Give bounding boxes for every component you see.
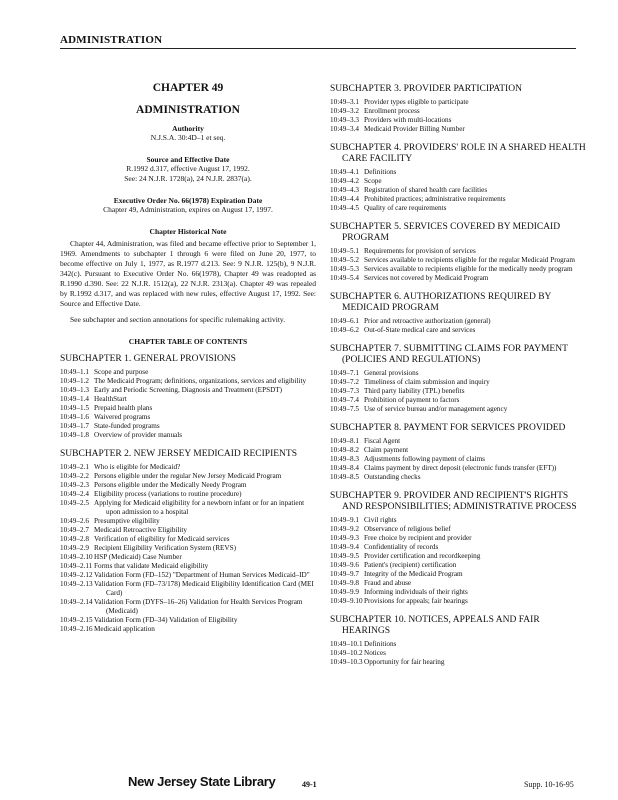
section-title: Free choice by recipient and provider xyxy=(364,534,472,542)
section-number: 10:49–2.12 xyxy=(60,571,93,579)
section-number: 10:49–3.1 xyxy=(330,98,359,106)
section-entry[interactable] xyxy=(330,186,586,195)
section-title: Fiscal Agent xyxy=(364,437,401,445)
section-entry[interactable] xyxy=(330,247,586,256)
section-entry[interactable] xyxy=(330,378,586,387)
section-number: 10:49–2.8 xyxy=(60,535,89,543)
chapter-name: ADMINISTRATION xyxy=(136,104,240,116)
subchapter-heading: SUBCHAPTER 10. NOTICES, APPEALS AND FAIR HEARINGS xyxy=(330,615,540,636)
section-title: Out-of-State medical care and services xyxy=(364,326,476,334)
section-number: 10:49–2.5 xyxy=(60,499,89,507)
section-number: 10:49–8.5 xyxy=(330,473,359,481)
chapter-number: CHAPTER 49 xyxy=(152,82,224,94)
section-title: Definitions xyxy=(364,640,397,648)
section-title: Provider certification and recordkeeping xyxy=(364,552,481,560)
section-entry[interactable] xyxy=(60,553,316,562)
section-number: 10:49–2.16 xyxy=(60,625,93,633)
section-entry[interactable] xyxy=(330,274,586,283)
section-entry[interactable] xyxy=(330,265,586,274)
section-title: Overview of provider manuals xyxy=(94,431,183,439)
section-list xyxy=(330,168,586,213)
section-entry[interactable] xyxy=(330,256,586,265)
section-title: Observance of religious belief xyxy=(364,525,451,533)
subchapter-heading: SUBCHAPTER 7. SUBMITTING CLAIMS FOR PAYMENT (POLICIES AND REGULATIONS) xyxy=(330,344,568,365)
section-title: Informing individuals of their rights xyxy=(364,588,468,596)
section-title: Verification of eligibility for Medicaid services xyxy=(94,535,230,543)
section-number: 10:49–4.5 xyxy=(330,204,359,212)
section-title: Integrity of the Medicaid Program xyxy=(364,570,463,578)
section-number: 10:49–4.2 xyxy=(330,177,359,185)
running-head: ADMINISTRATION xyxy=(60,34,163,46)
section-entry[interactable] xyxy=(330,317,586,326)
eo-text: Chapter 49, Administration, expires on August 17, 1997. xyxy=(103,205,273,214)
section-title: Notices xyxy=(364,649,386,657)
section-number: 10:49–5.4 xyxy=(330,274,359,282)
section-title: Services not covered by Medicaid Program xyxy=(364,274,489,282)
section-number: 10:49–5.1 xyxy=(330,247,359,255)
section-title: Validation Form (FD–73/178) Medicaid Eligibility Identification Card (MEI Card) xyxy=(94,580,314,597)
section-title: Early and Periodic Screening, Diagnosis and Treatment (EPSDT) xyxy=(94,386,283,394)
section-entry[interactable] xyxy=(330,396,586,405)
section-title: HealthStart xyxy=(94,395,127,403)
section-entry[interactable] xyxy=(60,368,316,377)
source-line: R.1992 d.317, effective August 17, 1992. xyxy=(126,164,250,173)
section-title: State-funded programs xyxy=(94,422,160,430)
section-entry[interactable] xyxy=(330,464,586,473)
right-subchapters xyxy=(330,84,586,667)
section-entry[interactable] xyxy=(60,386,316,395)
section-title: Services available to recipients eligible for the regular Medicaid Program xyxy=(364,256,575,264)
section-title: Scope xyxy=(364,177,382,185)
section-list xyxy=(330,317,586,335)
section-entry[interactable] xyxy=(330,387,586,396)
section-entry[interactable] xyxy=(60,431,316,440)
annotation-note: See subchapter and section annotations for specific rulemaking activity. xyxy=(70,315,286,324)
section-number: 10:49–7.4 xyxy=(330,396,359,404)
section-title: Prior and retroactive authorization (general) xyxy=(364,317,491,325)
section-title: Scope and purpose xyxy=(94,368,149,376)
section-list xyxy=(60,463,316,634)
section-entry[interactable] xyxy=(60,598,316,616)
section-number: 10:49–1.1 xyxy=(60,368,89,376)
section-title: Recipient Eligibility Verification System (REVS) xyxy=(94,544,237,552)
section-number: 10:49–2.10 xyxy=(60,553,93,561)
section-list xyxy=(330,516,586,606)
section-title: Persons eligible under the regular New Jersey Medicaid Program xyxy=(94,472,282,480)
section-list xyxy=(330,247,586,283)
section-number: 10:49–4.1 xyxy=(330,168,359,176)
section-title: Requirements for provision of services xyxy=(364,247,476,255)
section-number: 10:49–9.9 xyxy=(330,588,359,596)
section-number: 10:49–9.6 xyxy=(330,561,359,569)
section-number: 10:49–2.7 xyxy=(60,526,89,534)
section-number: 10:49–9.1 xyxy=(330,516,359,524)
section-number: 10:49–2.14 xyxy=(60,598,93,606)
section-number: 10:49–1.5 xyxy=(60,404,89,412)
section-title: General provisions xyxy=(364,369,419,377)
section-title: Forms that validate Medicaid eligibility xyxy=(94,562,209,570)
toc-heading: CHAPTER TABLE OF CONTENTS xyxy=(128,337,248,346)
section-number: 10:49–2.4 xyxy=(60,490,89,498)
section-title: Quality of care requirements xyxy=(364,204,447,212)
subchapter-heading: SUBCHAPTER 1. GENERAL PROVISIONS xyxy=(60,354,236,364)
section-number: 10:49–2.13 xyxy=(60,580,93,588)
source-heading: Source and Effective Date xyxy=(146,155,230,164)
eo-heading: Executive Order No. 66(1978) Expiration Date xyxy=(113,196,263,205)
left-column xyxy=(60,58,316,634)
section-entry[interactable] xyxy=(60,616,316,625)
section-entry[interactable] xyxy=(330,455,586,464)
section-entry[interactable] xyxy=(60,571,316,580)
section-title: Prohibition of payment to factors xyxy=(364,396,460,404)
section-title: Claims payment by direct deposit (electronic funds transfer (EFT)) xyxy=(364,464,557,472)
section-number: 10:49–2.15 xyxy=(60,616,93,624)
history-text: Chapter 44, Administration, was filed and became effective prior to September 1, 1969. Amendments to subchapter 1 through 6 were filed on June 20, 1977, to become effective on July 1, 1977, as R.1977 d.213. See: 9 N.J.R. 125(b), 9 N.J.R. 342(c). Pursuant to Executive Order No. 66(1978), Chapter 49 was readopted as R.1990 d.390. See: 22 N.J.R. 1512(a), 22 N.J.R. 2313(a). Chapter 49 was repealed by R.1992 d.317, and was replaced with new rules, effective August 17, 1992. See: Source and Effective Date. xyxy=(60,239,316,308)
section-number: 10:49–2.3 xyxy=(60,481,89,489)
section-number: 10:49–2.9 xyxy=(60,544,89,552)
section-number: 10:49–6.1 xyxy=(330,317,359,325)
section-entry[interactable] xyxy=(60,413,316,422)
section-entry[interactable] xyxy=(60,463,316,472)
section-entry[interactable] xyxy=(330,649,586,658)
section-title: Prepaid health plans xyxy=(94,404,153,412)
section-number: 10:49–9.4 xyxy=(330,543,359,551)
section-number: 10:49–3.4 xyxy=(330,125,359,133)
section-number: 10:49–10.2 xyxy=(330,649,363,657)
source-line: See: 24 N.J.R. 1728(a), 24 N.J.R. 2837(a). xyxy=(124,174,252,183)
section-number: 10:49–8.1 xyxy=(330,437,359,445)
section-title: Provisions for appeals; fair hearings xyxy=(364,597,468,605)
section-title: Prohibited practices; administrative requirements xyxy=(364,195,506,203)
section-number: 10:49–7.5 xyxy=(330,405,359,413)
section-entry[interactable] xyxy=(60,544,316,553)
section-entry[interactable] xyxy=(330,543,586,552)
right-column xyxy=(330,58,586,667)
page-number: 49-1 xyxy=(302,780,317,789)
section-entry[interactable] xyxy=(330,116,586,125)
section-entry[interactable] xyxy=(330,326,586,335)
section-title: Timeliness of claim submission and inquiry xyxy=(364,378,490,386)
section-number: 10:49–1.4 xyxy=(60,395,89,403)
subchapter-heading: SUBCHAPTER 6. AUTHORIZATIONS REQUIRED BY MEDICAID PROGRAM xyxy=(330,292,552,313)
subchapter-heading: SUBCHAPTER 2. NEW JERSEY MEDICAID RECIPIENTS xyxy=(60,449,297,459)
section-entry[interactable] xyxy=(330,552,586,561)
section-title: Registration of shared health care facilities xyxy=(364,186,488,194)
section-title: Services available to recipients eligible for the medically needy program xyxy=(364,265,573,273)
section-number: 10:49–4.3 xyxy=(330,186,359,194)
section-entry[interactable] xyxy=(60,481,316,490)
section-title: Enrollment process xyxy=(364,107,420,115)
section-entry[interactable] xyxy=(330,579,586,588)
section-entry[interactable] xyxy=(330,405,586,414)
section-title: Patient's (recipient) certification xyxy=(364,561,457,569)
section-number: 10:49–9.5 xyxy=(330,552,359,560)
section-title: Persons eligible under the Medically Needy Program xyxy=(94,481,247,489)
section-entry[interactable] xyxy=(60,517,316,526)
section-number: 10:49–5.2 xyxy=(330,256,359,264)
section-title: Civil rights xyxy=(364,516,397,524)
section-list xyxy=(330,369,586,414)
section-title: HSP (Medicaid) Case Number xyxy=(94,553,182,561)
section-number: 10:49–7.2 xyxy=(330,378,359,386)
section-number: 10:49–3.2 xyxy=(330,107,359,115)
section-title: Medicaid application xyxy=(94,625,155,633)
section-number: 10:49–1.3 xyxy=(60,386,89,394)
section-entry[interactable] xyxy=(330,168,586,177)
section-entry[interactable] xyxy=(60,377,316,386)
section-entry[interactable] xyxy=(330,588,586,597)
left-subchapters xyxy=(60,354,316,634)
subchapter-heading: SUBCHAPTER 4. PROVIDERS' ROLE IN A SHARED HEALTH CARE FACILITY xyxy=(330,143,586,164)
section-title: Who is eligible for Medicaid? xyxy=(94,463,181,471)
section-title: Validation Form (FD–152) "Department of Human Services Medicaid–ID" xyxy=(94,571,310,579)
section-number: 10:49–9.10 xyxy=(330,597,363,605)
section-number: 10:49–1.2 xyxy=(60,377,89,385)
section-title: Medicaid Provider Billing Number xyxy=(364,125,465,133)
section-title: Fraud and abuse xyxy=(364,579,412,587)
section-list xyxy=(60,368,316,440)
authority-text: N.J.S.A. 30:4D–1 et seq. xyxy=(150,133,226,142)
section-title: The Medicaid Program; definitions, organizations, services and eligibility xyxy=(94,377,307,385)
section-entry[interactable] xyxy=(60,472,316,481)
section-number: 10:49–3.3 xyxy=(330,116,359,124)
section-title: Medicaid Retroactive Eligibility xyxy=(94,526,188,534)
section-title: Adjustments following payment of claims xyxy=(364,455,485,463)
section-entry[interactable] xyxy=(60,395,316,404)
library-stamp: New Jersey State Library xyxy=(128,774,276,789)
section-entry[interactable] xyxy=(330,534,586,543)
section-title: Outstanding checks xyxy=(364,473,421,481)
section-entry[interactable] xyxy=(330,525,586,534)
header-rule xyxy=(60,48,576,49)
section-title: Presumptive eligibility xyxy=(94,517,160,525)
section-number: 10:49–9.2 xyxy=(330,525,359,533)
section-number: 10:49–9.8 xyxy=(330,579,359,587)
subchapter-heading: SUBCHAPTER 9. PROVIDER AND RECIPIENT'S RIGHTS AND RESPONSIBILITIES; ADMINISTRATIVE PROCESS xyxy=(330,491,577,512)
section-number: 10:49–8.4 xyxy=(330,464,359,472)
section-title: Eligibility process (variations to routine procedure) xyxy=(94,490,242,498)
section-entry[interactable] xyxy=(330,570,586,579)
section-list xyxy=(330,640,586,667)
subchapter-heading: SUBCHAPTER 8. PAYMENT FOR SERVICES PROVIDED xyxy=(330,423,566,433)
section-entry[interactable] xyxy=(330,561,586,570)
section-number: 10:49–2.1 xyxy=(60,463,89,471)
section-entry[interactable] xyxy=(60,562,316,571)
section-entry[interactable] xyxy=(330,446,586,455)
section-entry[interactable] xyxy=(330,204,586,213)
section-number: 10:49–7.1 xyxy=(330,369,359,377)
section-entry[interactable] xyxy=(330,516,586,525)
section-list xyxy=(330,437,586,482)
section-entry[interactable] xyxy=(60,404,316,413)
section-title: Use of service bureau and/or management agency xyxy=(364,405,508,413)
section-entry[interactable] xyxy=(60,580,316,598)
section-entry[interactable] xyxy=(60,625,316,634)
section-title: Third party liability (TPL) benefits xyxy=(364,387,465,395)
section-entry[interactable] xyxy=(60,526,316,535)
section-title: Definitions xyxy=(364,168,397,176)
section-number: 10:49–9.3 xyxy=(330,534,359,542)
section-entry[interactable] xyxy=(330,473,586,482)
subchapter-heading: SUBCHAPTER 5. SERVICES COVERED BY MEDICAID PROGRAM xyxy=(330,222,561,243)
section-title: Validation Form (FD–34) Validation of Eligibility xyxy=(94,616,238,624)
section-entry[interactable] xyxy=(330,437,586,446)
section-entry[interactable] xyxy=(330,107,586,116)
section-number: 10:49–4.4 xyxy=(330,195,359,203)
section-entry[interactable] xyxy=(330,125,586,134)
section-entry[interactable] xyxy=(60,422,316,431)
section-number: 10:49–2.11 xyxy=(60,562,93,570)
section-number: 10:49–2.2 xyxy=(60,472,89,480)
section-number: 10:49–10.3 xyxy=(330,658,363,666)
section-number: 10:49–1.7 xyxy=(60,422,89,430)
section-number: 10:49–6.2 xyxy=(330,326,359,334)
history-heading: Chapter Historical Note xyxy=(149,227,227,236)
supplement-date: Supp. 10-16-95 xyxy=(524,780,574,789)
section-entry[interactable] xyxy=(330,177,586,186)
section-number: 10:49–10.1 xyxy=(330,640,363,648)
section-title: Applying for Medicaid eligibility for a newborn infant or for an inpatient upon admission to a hospital xyxy=(94,499,305,516)
section-title: Provider types eligible to participate xyxy=(364,98,469,106)
section-entry[interactable] xyxy=(60,490,316,499)
section-title: Opportunity for fair hearing xyxy=(364,658,445,666)
section-number: 10:49–1.6 xyxy=(60,413,89,421)
section-entry[interactable] xyxy=(60,535,316,544)
section-list xyxy=(330,98,586,134)
section-number: 10:49–1.8 xyxy=(60,431,89,439)
section-title: Validation Form (DYFS–16–26) Validation for Health Services Program (Medicaid) xyxy=(94,598,303,615)
section-entry[interactable] xyxy=(330,98,586,107)
subchapter-heading: SUBCHAPTER 3. PROVIDER PARTICIPATION xyxy=(330,84,522,94)
section-number: 10:49–2.6 xyxy=(60,517,89,525)
section-entry[interactable] xyxy=(330,640,586,649)
section-entry[interactable] xyxy=(330,195,586,204)
section-number: 10:49–5.3 xyxy=(330,265,359,273)
section-entry[interactable] xyxy=(330,597,586,606)
section-entry[interactable] xyxy=(60,499,316,517)
section-number: 10:49–7.3 xyxy=(330,387,359,395)
section-number: 10:49–9.7 xyxy=(330,570,359,578)
section-number: 10:49–8.3 xyxy=(330,455,359,463)
section-title: Waivered programs xyxy=(94,413,151,421)
section-entry[interactable] xyxy=(330,369,586,378)
authority-heading: Authority xyxy=(172,124,204,133)
section-title: Confidentiality of records xyxy=(364,543,439,551)
section-title: Claim payment xyxy=(364,446,409,454)
section-entry[interactable] xyxy=(330,658,586,667)
section-title: Providers with multi-locations xyxy=(364,116,452,124)
section-number: 10:49–8.2 xyxy=(330,446,359,454)
